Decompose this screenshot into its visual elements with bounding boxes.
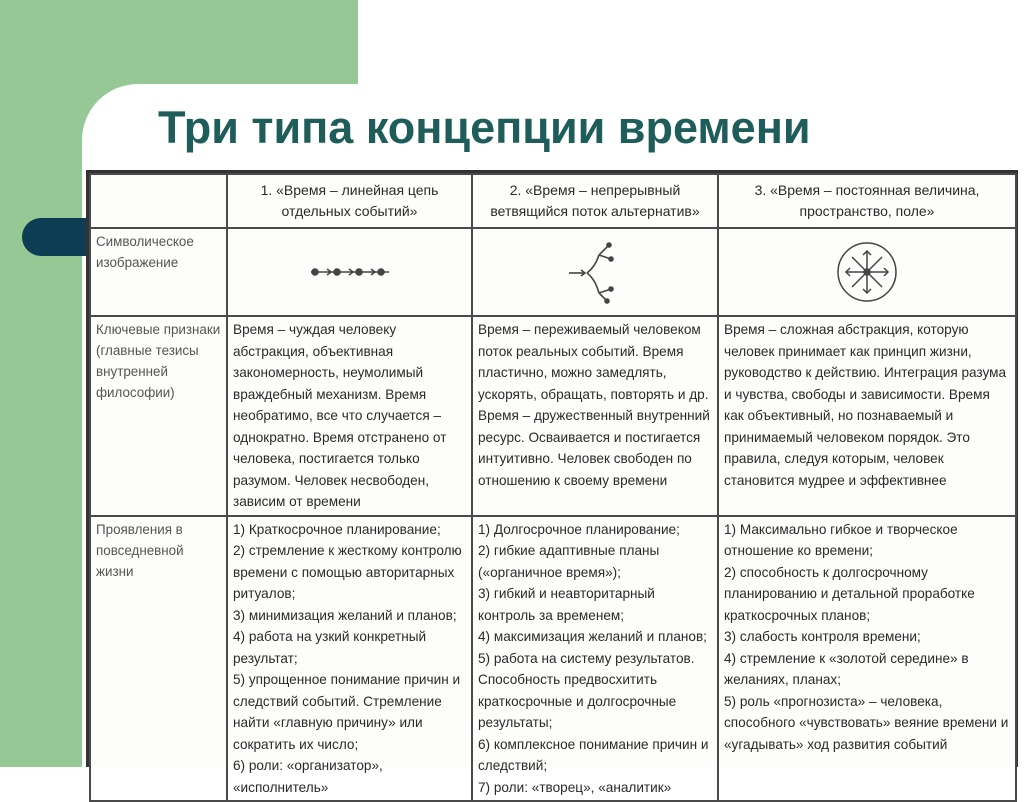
field-circle-icon bbox=[832, 237, 902, 307]
list-item: 2) гибкие адаптивные планы («органичное время»); bbox=[478, 543, 660, 580]
symbol-cell-2 bbox=[472, 228, 718, 316]
list-item: 4) работа на узкий конкретный результат; bbox=[233, 629, 427, 666]
list-item: 7) роли: «творец», «аналитик» bbox=[478, 779, 672, 795]
list-item: 1) Максимально гибкое и творческое отношение ко времени; bbox=[724, 521, 958, 558]
symbol-cell-1 bbox=[227, 228, 472, 316]
symbol-row-label: Символическое изображение bbox=[90, 228, 227, 316]
manifestations-cell-3 bbox=[718, 516, 1016, 802]
chain-of-events-icon bbox=[305, 262, 395, 282]
list-item: 4) максимизация желаний и планов; bbox=[478, 629, 707, 644]
header-concept-3: 3. «Время – постоянная величина, пространство, поле» bbox=[718, 174, 1016, 228]
list-item: 6) роли: «организатор», «исполнитель» bbox=[233, 758, 383, 795]
list-item: 2) способность к долгосрочному планированию и детальной проработке краткосрочных планов; bbox=[724, 564, 975, 623]
features-cell-1: Время – чуждая человеку абстракция, объективная закономерность, неумолимый враждебный механизм. Время необратимо, все что случается – однократно. Время отстранено от человека, постигается только разумом. Человек несвободен, зависим от времени bbox=[227, 316, 472, 516]
header-concept-1: 1. «Время – линейная цепь отдельных событий» bbox=[227, 174, 472, 228]
features-cell-2: Время – переживаемый человеком поток реальных событий. Время пластично, можно замедлять, ускорять, обращать, повторять и др. Время – дружественный внутренний ресурс. Осваивается и постигается интуитивно. Человек свободен по отношению к своему времени bbox=[472, 316, 718, 516]
list-item: 3) гибкий и неавторитарный контроль за временем; bbox=[478, 586, 655, 623]
list-item: 2) стремление к жесткому контролю времени с помощью авторитарных ритуалов; bbox=[233, 543, 462, 601]
manifestations-cell-2 bbox=[472, 516, 718, 802]
slide-title: Три типа концепции времени bbox=[158, 102, 811, 153]
list-item: 5) роль «прогнозиста» – человека, способного «чувствовать» веяние времени и «угадывать» ход развития событий bbox=[724, 693, 1009, 752]
comparison-table bbox=[89, 173, 1017, 802]
features-row-label: Ключевые признаки (главные тезисы внутренней философии) bbox=[90, 316, 227, 516]
manifestations-row-label: Проявления в повседневной жизни bbox=[90, 516, 227, 802]
manifestations-cell-1 bbox=[227, 516, 472, 802]
branching-flow-icon bbox=[565, 237, 625, 307]
symbol-cell-3 bbox=[718, 228, 1016, 316]
list-item: 1) Долгосрочное планирование; bbox=[478, 521, 680, 537]
features-row bbox=[90, 316, 1016, 516]
header-row bbox=[90, 174, 1016, 228]
manifestations-row bbox=[90, 516, 1016, 802]
list-item: 5) упрощенное понимание причин и следствий событий. Стремление найти «главную причину» или сократить их число; bbox=[233, 672, 461, 752]
features-cell-3: Время – сложная абстракция, которую человек принимает как принцип жизни, руководство к действию. Интеграция разума и чувства, свободы и зависимости. Время как объективный, но познаваемый и принимаемый человеком порядок. Это правила, следуя которым, человек становится мудрее и эффективнее bbox=[718, 316, 1016, 516]
list-item: 4) стремление к «золотой середине» в желаниях, планах; bbox=[724, 650, 969, 687]
symbol-row bbox=[90, 228, 1016, 316]
list-item: 6) комплексное понимание причин и следствий; bbox=[478, 736, 709, 773]
list-item: 3) слабость контроля времени; bbox=[724, 629, 921, 644]
header-corner bbox=[90, 174, 227, 228]
list-item: 3) минимизация желаний и планов; bbox=[233, 607, 457, 623]
header-concept-2: 2. «Время – непрерывный ветвящийся поток альтернатив» bbox=[472, 174, 718, 228]
list-item: 5) работа на систему результатов. Способность предвосхитить краткосрочные и долгосрочные результаты; bbox=[478, 650, 695, 730]
list-item: 1) Краткосрочное планирование; bbox=[233, 521, 441, 537]
comparison-table-wrapper bbox=[86, 170, 1018, 795]
